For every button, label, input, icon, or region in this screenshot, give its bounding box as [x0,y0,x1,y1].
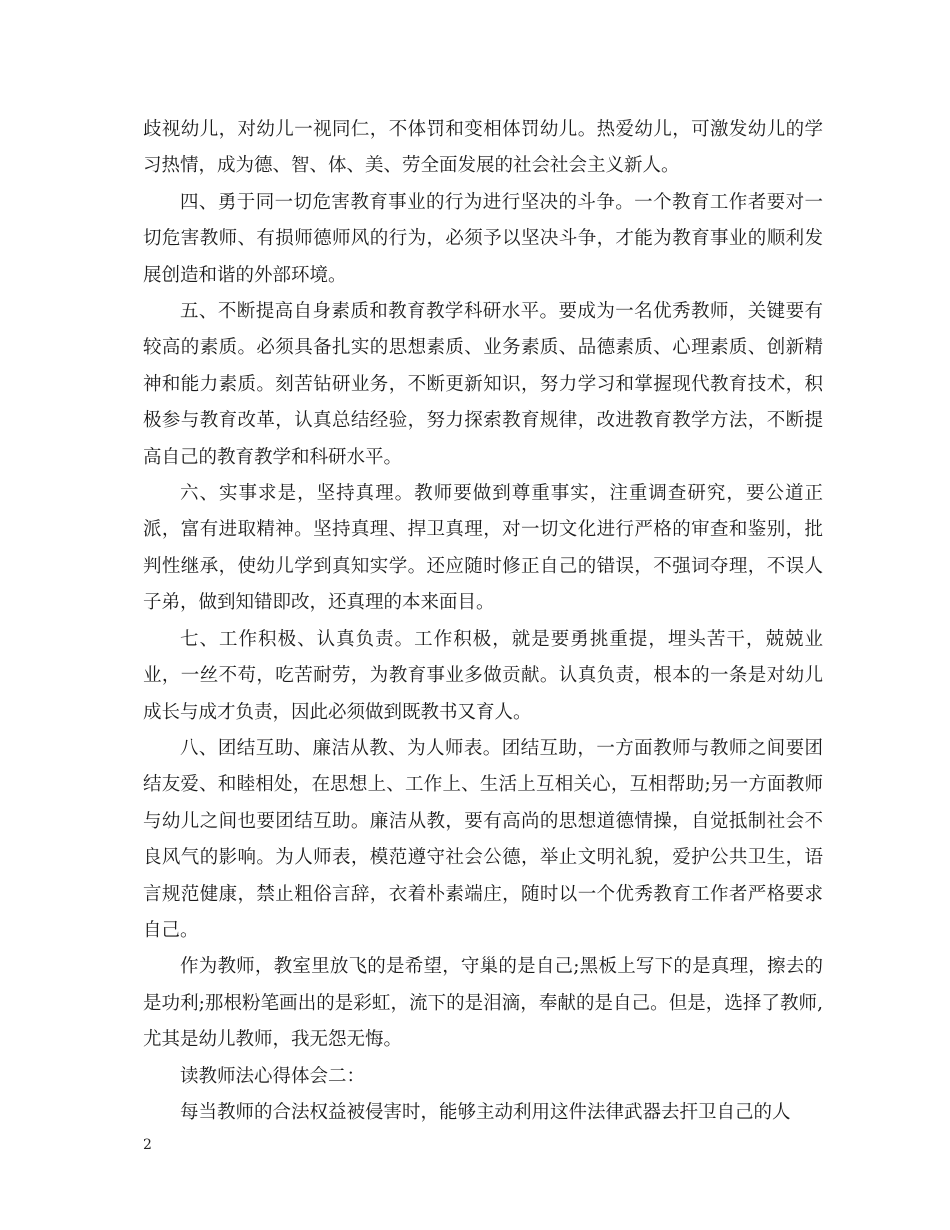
paragraph-part-two-start: 每当教师的合法权益被侵害时，能够主动利用这件法律武器去扞卫自己的人 [180,1101,791,1123]
document-body [143,112,823,1131]
paragraph-section-four: 四、勇于同一切危害教育事业的行为进行坚决的斗争。一个教育工作者要对一切危害教师、有损师德师风的行为，必须予以坚决斗争，才能为教育事业的顺利发展创造和谐的外部环境。 [143,191,823,286]
paragraph-continuation: 歧视幼儿，对幼儿一视同仁，不体罚和变相体罚幼儿。热爱幼儿，可激发幼儿的学习热情，成为德、智、体、美、劳全面发展的社会社会主义新人。 [143,119,823,177]
paragraph-section-eight: 八、团结互助、廉洁从教、为人师表。团结互助，一方面教师与教师之间要团结友爱、和睦相处，在思想上、工作上、生活上互相关心，互相帮助;另一方面教师与幼儿之间也要团结互助。廉洁从教，要有高尚的思想道德情操，自觉抵制社会不良风气的影响。为人师表，模范遵守社会公德，举止文明礼貌，爱护公共卫生，语言规范健康，禁止粗俗言辞，衣着朴素端庄，随时以一个优秀教育工作者严格要求自己。 [143,737,823,941]
paragraph-section-seven: 七、工作积极、认真负责。工作积极，就是要勇挑重提，埋头苦干，兢兢业业，一丝不苟，吃苦耐劳，为教育事业多做贡献。认真负责，根本的一条是对幼儿成长与成才负责，因此必须做到既教书又育人。 [143,628,823,723]
paragraph-section-five: 五、不断提高自身素质和教育教学科研水平。要成为一名优秀教师，关键要有较高的素质。必须具备扎实的思想素质、业务素质、品德素质、心理素质、创新精神和能力素质。刻苦钻研业务，不断更新知识，努力学习和掌握现代教育技术，积极参与教育改革，认真总结经验，努力探索教育规律，改进教育教学方法，不断提高自己的教育教学和科研水平。 [143,301,823,468]
paragraph-conclusion: 作为教师，教室里放飞的是希望，守巢的是自己;黑板上写下的是真理，擦去的是功利;那根粉笔画出的是彩虹，流下的是泪滴，奉献的是自己。但是，选择了教师,尤其是幼儿教师，我无怨无悔。 [143,956,823,1051]
page-number: 2 [143,1137,152,1153]
section-heading-part-two: 读教师法心得体会二： [180,1065,366,1087]
paragraph-section-six: 六、实事求是，坚持真理。教师要做到尊重事实，注重调查研究，要公道正派，富有进取精神。坚持真理、捍卫真理，对一切文化进行严格的审查和鉴别，批判性继承，使幼儿学到真知实学。还应随时修正自己的错误，不强词夺理，不误人子弟，做到知错即改，还真理的本来面目。 [143,483,823,614]
